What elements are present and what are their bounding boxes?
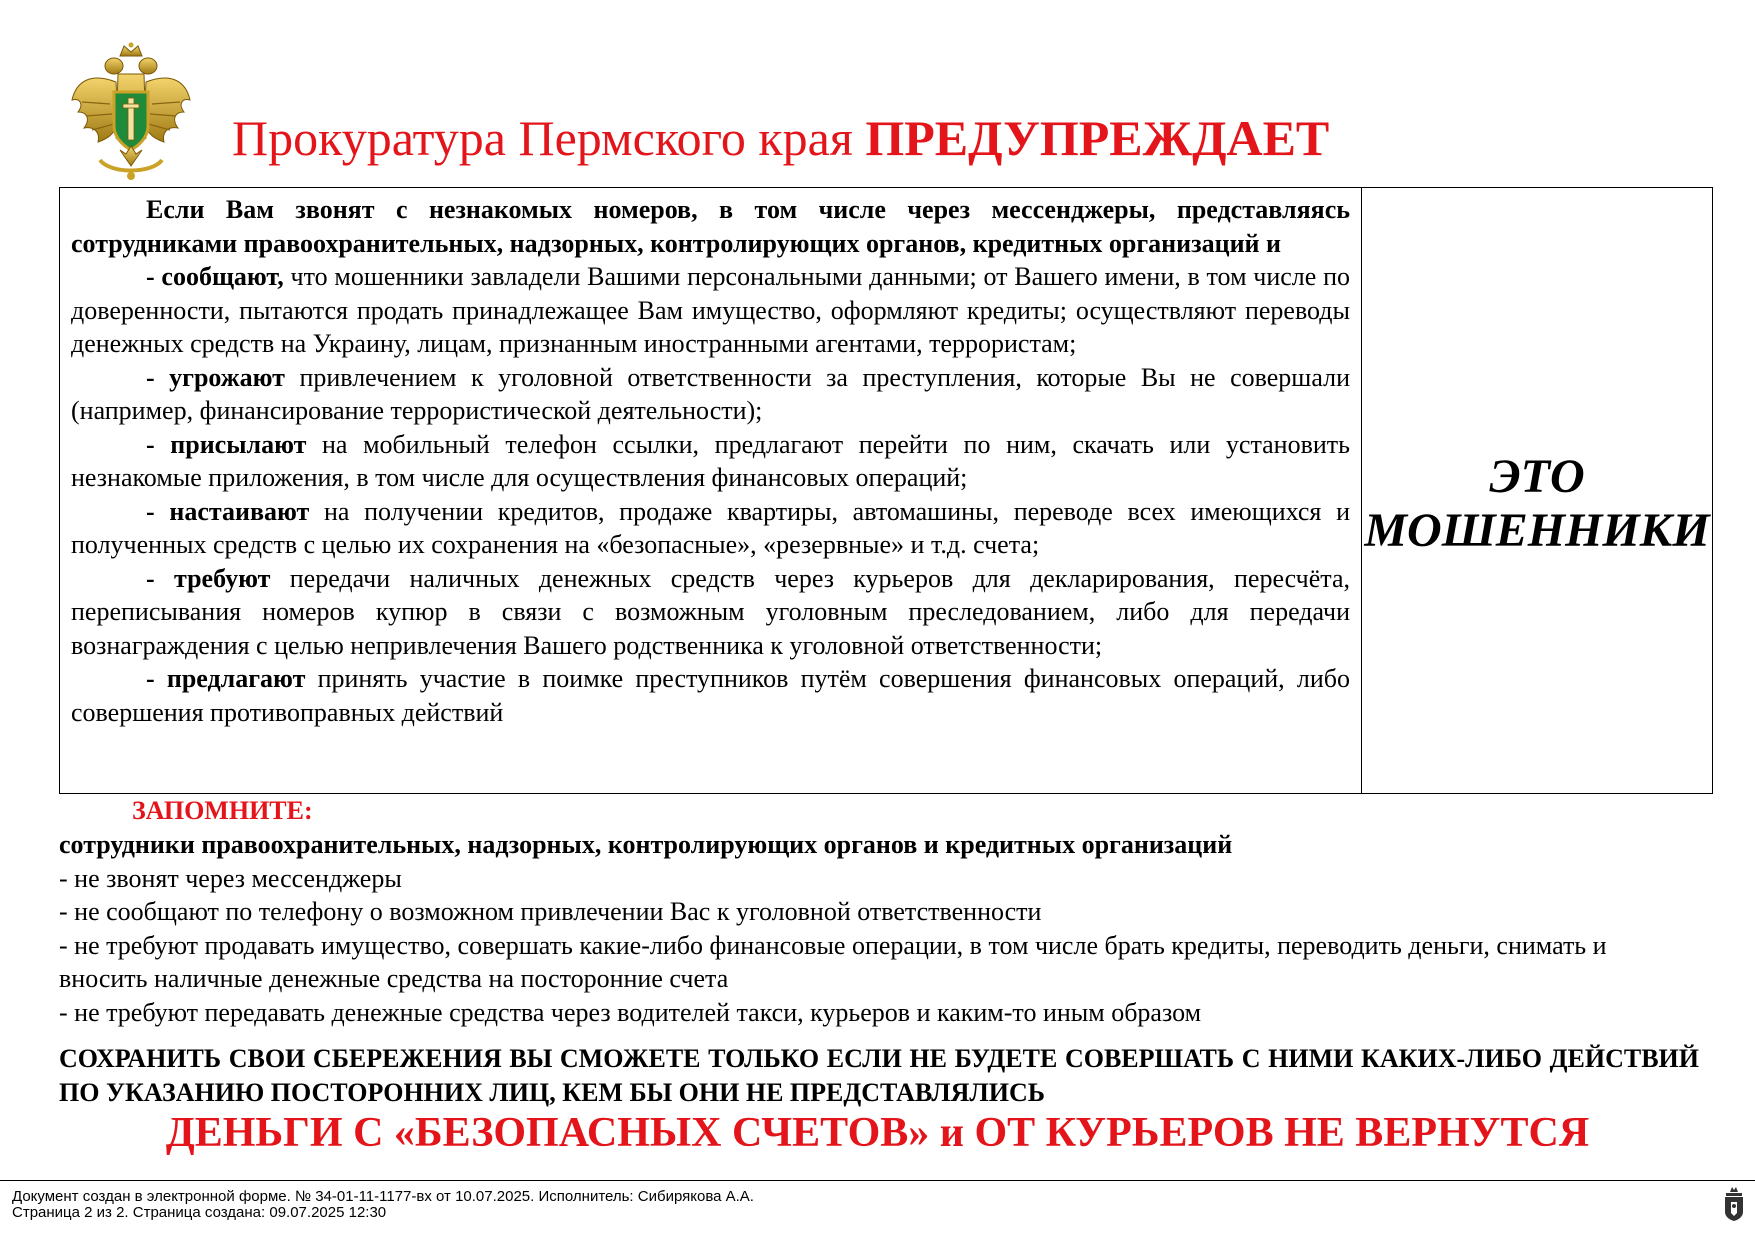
warning-item-keyword: - настаивают <box>146 496 310 526</box>
warning-item-keyword: - предлагают <box>146 664 306 693</box>
remember-line: - не сообщают по телефону о возможном привлечении Вас к уголовной ответственности <box>59 897 1042 926</box>
remember-line: - не требуют продавать имущество, совершать какие-либо финансовые операции, в том числе брать кредиты, переводить деньги, снимать и вносить наличные денежные средства на посторонние счета <box>59 930 1607 993</box>
warning-item-text: на получении кредитов, продаже квартиры, автомашины, переводе всех имеющихся и полученных средств с целью их сохранения на «безопасные», «резервные» и т.д. счета; <box>71 496 1350 559</box>
warning-item-demand <box>71 562 1350 663</box>
footer-divider <box>0 1180 1755 1181</box>
warning-item-keyword: - сообщают, <box>146 262 284 291</box>
document-footer <box>12 1189 754 1221</box>
warning-item-keyword: - угрожают <box>146 362 285 392</box>
remember-line: - не звонят через мессенджеры <box>59 863 402 893</box>
page-title <box>232 108 1329 168</box>
warning-item-reports <box>71 260 1350 361</box>
title-organization: Прокуратура Пермского края <box>232 110 866 166</box>
perm-krai-emblem-icon <box>1722 1186 1746 1222</box>
remember-list <box>59 828 1699 1029</box>
footer-line-2: Страница 2 из 2. Страница создана: 09.07.2025 12:30 <box>12 1204 387 1221</box>
warning-signs-cell <box>60 188 1362 793</box>
remember-line: - не требуют передавать денежные средства через водителей такси, курьеров и каким-то иным образом <box>59 997 1202 1027</box>
money-warning: ДЕНЬГИ С «БЕЗОПАСНЫХ СЧЕТОВ» и ОТ КУРЬЕРОВ НЕ ВЕРНУТСЯ <box>165 1110 1590 1156</box>
savings-advice: СОХРАНИТЬ СВОИ СБЕРЕЖЕНИЯ ВЫ СМОЖЕТЕ ТОЛЬКО ЕСЛИ НЕ БУДЕТЕ СОВЕРШАТЬ С НИМИ КАКИХ-ЛИБО ДЕЙСТВИЙ ПО УКАЗАНИЮ ПОСТОРОННИХ ЛИЦ, КЕМ БЫ ОНИ НЕ ПРЕДСТАВЛЯЛИСЬ <box>59 1044 1699 1107</box>
fraud-verdict <box>1364 450 1709 558</box>
warning-table <box>59 187 1713 794</box>
warning-item-insist <box>71 495 1350 562</box>
warning-item-text: передачи наличных денежных средств через курьеров для декларирования, пересчёта, переписывания номеров купюр в связи с возможным уголовным преследованием, либо для передачи вознаграждения с целью непривлечения Вашего родственника к уголовной ответственности; <box>71 563 1351 660</box>
warning-item-keyword: - требуют <box>146 563 271 593</box>
warning-item-text: что мошенники завладели Вашими персональными данными; от Вашего имени, в том числе по доверенности, пытаются продать принадлежащее Вам имущество, оформляют кредиты; осуществляют переводы денежных средств на Украину, лицам, признанным иностранными агентами, террористам; <box>71 262 1350 358</box>
fraud-verdict-cell <box>1362 188 1712 793</box>
warning-item-send-links <box>71 428 1350 495</box>
remember-subject: сотрудники правоохранительных, надзорных, контролирующих органов и кредитных организаций <box>59 830 1233 859</box>
warning-item-keyword: - присылают <box>146 429 307 459</box>
warning-intro: Если Вам звонят с незнакомых номеров, в том числе через мессенджеры, представляясь сотрудниками правоохранительных, надзорных, контролирующих органов, кредитных организаций и <box>71 195 1350 258</box>
prosecutor-emblem-icon <box>70 42 192 182</box>
warning-item-text: на мобильный телефон ссылки, предлагают перейти по ним, скачать или установить незнакомые приложения, в том числе для осуществления финансовых операций; <box>71 429 1350 492</box>
footer-line-1: Документ создан в электронной форме. № 34-01-11-1177-вх от 10.07.2025. Исполнитель: Сибирякова А.А. <box>12 1188 754 1205</box>
fraud-verdict-line-2: МОШЕННИКИ <box>1364 503 1710 557</box>
title-warns: ПРЕДУПРЕЖДАЕТ <box>865 110 1330 166</box>
warning-item-text: принять участие в поимке преступников путём совершения финансовых операций, либо совершения противоправных действий <box>71 664 1351 727</box>
fraud-verdict-line-1: ЭТО <box>1489 449 1585 503</box>
warning-item-offer <box>71 662 1350 729</box>
remember-heading: ЗАПОМНИТЕ: <box>132 796 313 825</box>
warning-item-threaten <box>71 361 1350 428</box>
warning-item-text: привлечением к уголовной ответственности за преступления, которые Вы не совершали (например, финансирование террористической деятельности); <box>71 362 1350 425</box>
